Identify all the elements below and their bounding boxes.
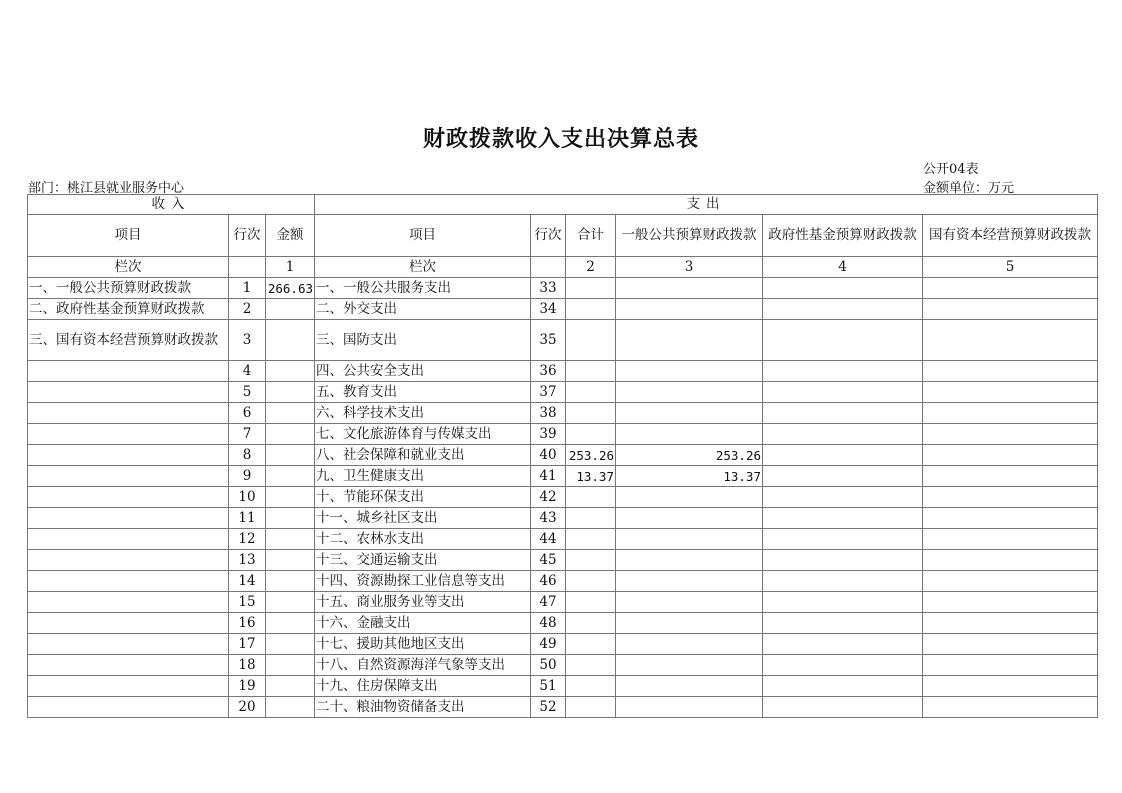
expense-row-no-cell: 39 [531,424,566,445]
income-row-no-cell: 1 [229,278,266,299]
income-item-cell [28,487,229,508]
income-row-no-cell: 15 [229,592,266,613]
expense-item-cell: 九、卫生健康支出 [315,466,531,487]
expense-row-no-cell: 34 [531,299,566,320]
general-budget-cell [616,634,763,655]
expense-row-no-cell: 51 [531,676,566,697]
expense-item-cell: 十八、自然资源海洋气象等支出 [315,655,531,676]
income-item-cell [28,550,229,571]
total-cell [566,592,616,613]
expense-item-cell: 三、国防支出 [315,320,531,361]
income-amount-cell [266,634,315,655]
total-cell [566,634,616,655]
income-amount-cell [266,403,315,424]
income-item-cell [28,529,229,550]
fund-budget-cell [763,299,923,320]
expense-row-no-cell: 52 [531,697,566,718]
expense-item-cell: 一、一般公共服务支出 [315,278,531,299]
fund-budget-cell [763,424,923,445]
income-amount-cell [266,571,315,592]
income-item-cell: 二、政府性基金预算财政拨款 [28,299,229,320]
income-row-no-cell: 2 [229,299,266,320]
income-amount-cell [266,508,315,529]
table-row [28,613,1098,634]
total-cell [566,320,616,361]
fund-budget-cell [763,320,923,361]
income-item-cell [28,466,229,487]
total-cell [566,613,616,634]
fund-budget-cell [763,508,923,529]
total-cell [566,676,616,697]
general-budget-cell [616,299,763,320]
income-amount-cell [266,299,315,320]
income-item-cell [28,571,229,592]
header-row-no: 行次 [229,215,266,257]
section-header-row [28,195,1098,215]
header-amount: 金额 [266,215,315,257]
income-row-no-cell: 5 [229,382,266,403]
state-capital-cell [923,320,1098,361]
expense-row-no-cell: 36 [531,361,566,382]
index-4: 4 [763,257,923,278]
income-row-no-cell: 11 [229,508,266,529]
fund-budget-cell [763,697,923,718]
column-index-row [28,257,1098,278]
general-budget-cell [616,655,763,676]
expense-item-cell: 五、教育支出 [315,382,531,403]
index-label: 栏次 [28,257,229,278]
income-amount-cell [266,550,315,571]
fund-budget-cell [763,466,923,487]
expense-item-cell: 十七、援助其他地区支出 [315,634,531,655]
income-amount-cell [266,424,315,445]
fund-budget-cell [763,676,923,697]
expense-item-cell: 十六、金融支出 [315,613,531,634]
state-capital-cell [923,529,1098,550]
table-row [28,487,1098,508]
table-row [28,655,1098,676]
total-cell [566,655,616,676]
total-cell [566,424,616,445]
page-title: 财政拨款收入支出决算总表 [422,126,699,152]
expense-row-no-cell: 46 [531,571,566,592]
total-cell [566,508,616,529]
income-row-no-cell: 10 [229,487,266,508]
general-budget-cell: 13.37 [616,466,763,487]
income-row-no-cell: 14 [229,571,266,592]
index-5: 5 [923,257,1098,278]
general-budget-cell [616,320,763,361]
income-row-no-cell: 16 [229,613,266,634]
income-amount-cell [266,466,315,487]
fund-budget-cell [763,529,923,550]
expense-item-cell: 十四、资源勘探工业信息等支出 [315,571,531,592]
total-cell [566,529,616,550]
fund-budget-cell [763,592,923,613]
expense-item-cell: 十三、交通运输支出 [315,550,531,571]
expense-row-no-cell: 47 [531,592,566,613]
table-row [28,466,1098,487]
header-total: 合计 [566,215,616,257]
header-income-item: 项目 [28,215,229,257]
state-capital-cell [923,445,1098,466]
index-empty [229,257,266,278]
expense-item-cell: 十五、商业服务业等支出 [315,592,531,613]
income-item-cell [28,361,229,382]
state-capital-cell [923,634,1098,655]
general-budget-cell [616,508,763,529]
income-amount-cell [266,487,315,508]
table-row [28,445,1098,466]
expense-row-no-cell: 37 [531,382,566,403]
total-cell [566,571,616,592]
header-fund-budget: 政府性基金预算财政拨款 [763,215,923,257]
total-cell: 13.37 [566,466,616,487]
index-3: 3 [616,257,763,278]
expense-item-cell: 四、公共安全支出 [315,361,531,382]
income-amount-cell: 266.63 [266,278,315,299]
table-row [28,361,1098,382]
table-row [28,697,1098,718]
table-row [28,424,1098,445]
expense-item-cell: 十一、城乡社区支出 [315,508,531,529]
income-item-cell [28,382,229,403]
index-expense-label: 栏次 [315,257,531,278]
header-state-capital: 国有资本经营预算财政拨款 [923,215,1098,257]
general-budget-cell [616,487,763,508]
income-row-no-cell: 20 [229,697,266,718]
general-budget-cell [616,529,763,550]
state-capital-cell [923,613,1098,634]
income-item-cell [28,445,229,466]
state-capital-cell [923,424,1098,445]
index-empty [531,257,566,278]
income-section-header: 收入 [28,195,315,215]
income-amount-cell [266,592,315,613]
total-cell [566,278,616,299]
income-row-no-cell: 3 [229,320,266,361]
index-2: 2 [566,257,616,278]
income-item-cell [28,403,229,424]
expense-item-cell: 十九、住房保障支出 [315,676,531,697]
income-amount-cell [266,361,315,382]
fund-budget-cell [763,613,923,634]
income-row-no-cell: 9 [229,466,266,487]
state-capital-cell [923,508,1098,529]
table-row [28,299,1098,320]
table-row [28,508,1098,529]
income-row-no-cell: 4 [229,361,266,382]
table-row [28,382,1098,403]
state-capital-cell [923,278,1098,299]
income-row-no-cell: 18 [229,655,266,676]
income-row-no-cell: 6 [229,403,266,424]
general-budget-cell: 253.26 [616,445,763,466]
income-row-no-cell: 12 [229,529,266,550]
total-cell [566,487,616,508]
fund-budget-cell [763,382,923,403]
fund-budget-cell [763,550,923,571]
expense-row-no-cell: 40 [531,445,566,466]
total-cell [566,550,616,571]
income-item-cell [28,592,229,613]
general-budget-cell [616,571,763,592]
expense-item-cell: 二、外交支出 [315,299,531,320]
table-row [28,634,1098,655]
state-capital-cell [923,655,1098,676]
income-row-no-cell: 17 [229,634,266,655]
expense-row-no-cell: 38 [531,403,566,424]
state-capital-cell [923,299,1098,320]
fund-budget-cell [763,655,923,676]
table-row [28,592,1098,613]
income-item-cell [28,634,229,655]
income-item-cell [28,697,229,718]
expense-row-no-cell: 49 [531,634,566,655]
fund-budget-cell [763,487,923,508]
income-amount-cell [266,676,315,697]
expense-item-cell: 十、节能环保支出 [315,487,531,508]
income-row-no-cell: 7 [229,424,266,445]
form-number: 公开04表 [923,162,979,177]
general-budget-cell [616,403,763,424]
income-item-cell [28,655,229,676]
expense-row-no-cell: 41 [531,466,566,487]
state-capital-cell [923,403,1098,424]
income-item-cell: 三、国有资本经营预算财政拨款 [28,320,229,361]
income-item-cell: 一、一般公共预算财政拨款 [28,278,229,299]
general-budget-cell [616,697,763,718]
general-budget-cell [616,613,763,634]
general-budget-cell [616,278,763,299]
fund-budget-cell [763,634,923,655]
state-capital-cell [923,592,1098,613]
table-row [28,676,1098,697]
header-expense-row-no: 行次 [531,215,566,257]
state-capital-cell [923,487,1098,508]
fund-budget-cell [763,361,923,382]
state-capital-cell [923,466,1098,487]
total-cell [566,697,616,718]
income-amount-cell [266,697,315,718]
expense-row-no-cell: 35 [531,320,566,361]
income-item-cell [28,676,229,697]
fund-budget-cell [763,278,923,299]
state-capital-cell [923,697,1098,718]
table-row [28,529,1098,550]
unit-label: 金额单位：万元 [923,181,1015,196]
income-row-no-cell: 13 [229,550,266,571]
general-budget-cell [616,361,763,382]
income-amount-cell [266,320,315,361]
expense-row-no-cell: 42 [531,487,566,508]
fund-budget-cell [763,403,923,424]
total-cell [566,382,616,403]
table-row [28,403,1098,424]
table-row [28,320,1098,361]
index-1: 1 [266,257,315,278]
expense-row-no-cell: 43 [531,508,566,529]
state-capital-cell [923,361,1098,382]
total-cell: 253.26 [566,445,616,466]
income-item-cell [28,508,229,529]
table-row [28,278,1098,299]
income-amount-cell [266,445,315,466]
fund-budget-cell [763,445,923,466]
expense-item-cell: 七、文化旅游体育与传媒支出 [315,424,531,445]
expense-row-no-cell: 44 [531,529,566,550]
state-capital-cell [923,382,1098,403]
expense-section-header: 支出 [315,195,1098,215]
expense-row-no-cell: 45 [531,550,566,571]
general-budget-cell [616,592,763,613]
income-item-cell [28,613,229,634]
expense-row-no-cell: 48 [531,613,566,634]
general-budget-cell [616,424,763,445]
income-amount-cell [266,382,315,403]
state-capital-cell [923,550,1098,571]
department-label: 部门：桃江县就业服务中心 [28,181,185,196]
expense-item-cell: 二十、粮油物资储备支出 [315,697,531,718]
income-row-no-cell: 19 [229,676,266,697]
general-budget-cell [616,550,763,571]
total-cell [566,299,616,320]
state-capital-cell [923,571,1098,592]
budget-summary-table [27,194,1098,718]
total-cell [566,403,616,424]
expense-item-cell: 八、社会保障和就业支出 [315,445,531,466]
income-amount-cell [266,655,315,676]
expense-item-cell: 十二、农林水支出 [315,529,531,550]
income-amount-cell [266,613,315,634]
total-cell [566,361,616,382]
table-row [28,550,1098,571]
fund-budget-cell [763,571,923,592]
state-capital-cell [923,676,1098,697]
income-item-cell [28,424,229,445]
expense-item-cell: 六、科学技术支出 [315,403,531,424]
income-row-no-cell: 8 [229,445,266,466]
header-expense-item: 项目 [315,215,531,257]
general-budget-cell [616,382,763,403]
general-budget-cell [616,676,763,697]
column-header-row [28,215,1098,257]
expense-row-no-cell: 33 [531,278,566,299]
expense-row-no-cell: 50 [531,655,566,676]
header-general-budget: 一般公共预算财政拨款 [616,215,763,257]
table-row [28,571,1098,592]
income-amount-cell [266,529,315,550]
